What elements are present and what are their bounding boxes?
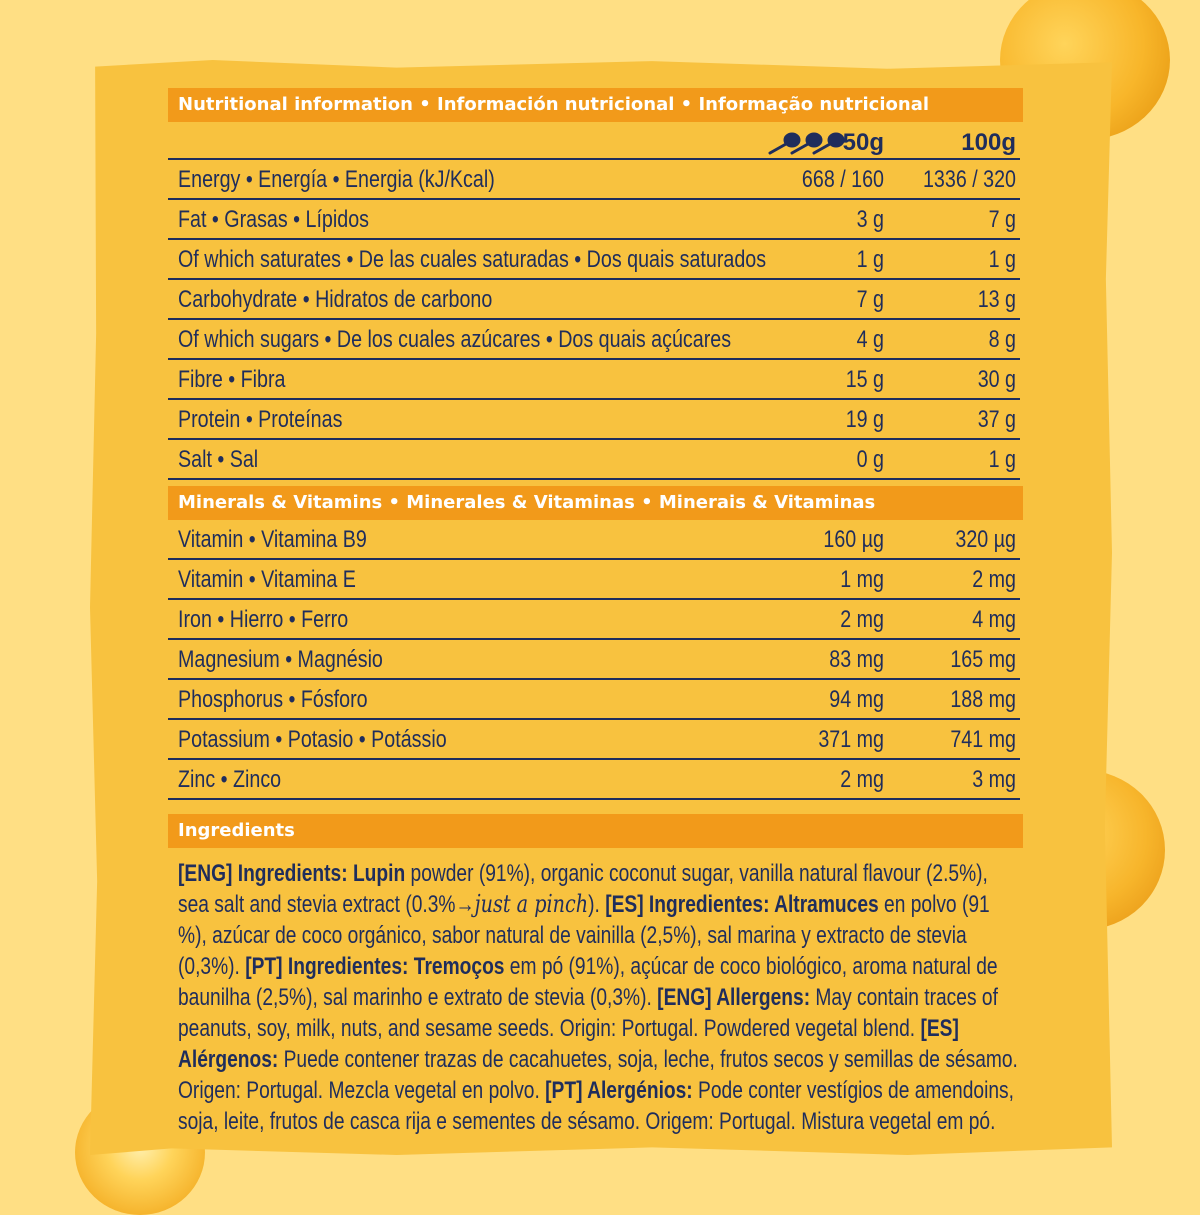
value-50g: 3 g [856, 206, 884, 233]
row-label: Iron • Hierro • Ferro [178, 606, 349, 633]
value-100g: 1 g [988, 446, 1016, 473]
value-50g: 160 µg [823, 526, 884, 553]
value-100g: 13 g [977, 286, 1016, 313]
value-100g: 30 g [977, 366, 1016, 393]
ingredients-keyword: [ES] Alérgenos: [178, 1015, 959, 1073]
table-row [168, 680, 1020, 720]
value-100g: 320 µg [955, 526, 1016, 553]
ingredients-segment: just a pinch [474, 890, 589, 918]
ingredients-segment: Puede contener trazas de cacahuetes, soja, leche, frutos secos y semillas de sésamo. Origen: Portugal. Mezcla vegetal en polvo. [178, 1046, 1018, 1104]
value-100g: 4 mg [972, 606, 1016, 633]
value-50g: 94 mg [829, 686, 884, 713]
row-label: Salt • Sal [178, 446, 259, 473]
table-row [168, 600, 1020, 640]
table-row [168, 720, 1020, 760]
value-50g: 83 mg [829, 646, 884, 673]
serving-label: 50g [842, 129, 884, 156]
row-label: Phosphorus • Fósforo [178, 686, 368, 713]
table-row [168, 240, 1020, 280]
value-50g: 668 / 160 [801, 166, 884, 193]
value-50g: 19 g [845, 406, 884, 433]
value-100g: 1 g [988, 246, 1016, 273]
value-50g: 1 mg [840, 566, 884, 593]
table-row [168, 200, 1020, 240]
ingredients-keyword: [PT] Ingredientes: Tremoços [245, 953, 505, 980]
value-50g: 2 mg [840, 606, 884, 633]
row-label: Zinc • Zinco [178, 766, 282, 793]
ingredients-segment: en polvo (91 %), azúcar de coco orgánico, sabor natural de vainilla (2,5%), sal marina y extracto de stevia (0,3%). [178, 891, 990, 980]
table-row [168, 640, 1020, 680]
ingredients-text [178, 858, 1018, 1137]
row-label: Of which saturates • De las cuales saturadas • Dos quais saturados [178, 246, 767, 273]
value-100g: 741 mg [950, 726, 1016, 753]
row-label: Fibre • Fibra [178, 366, 286, 393]
table-row [168, 400, 1020, 440]
table-row [168, 280, 1020, 320]
value-100g: 8 g [988, 326, 1016, 353]
value-100g: 3 mg [972, 766, 1016, 793]
value-50g: 1 g [856, 246, 884, 273]
row-label: Potassium • Potasio • Potássio [178, 726, 447, 753]
ingredients-segment: powder (91%), organic coconut sugar, vanilla natural flavour (2.5%), sea salt and stevia extract (0.3%→ [178, 860, 988, 918]
row-label: Vitamin • Vitamina E [178, 566, 356, 593]
table-row [168, 760, 1020, 800]
value-100g: 7 g [988, 206, 1016, 233]
ingredients-segment: Pode conter vestígios de amendoins, soja, leite, frutos de casca rija e sementes de sésamo. Origem: Portugal. Mistura vegetal em pó. [178, 1077, 1014, 1135]
ingredients-segment: ). [588, 891, 606, 918]
ingredients-keyword: [ENG] Ingredients: Lupin [178, 860, 406, 887]
row-label: Vitamin • Vitamina B9 [178, 526, 367, 553]
table-row [168, 560, 1020, 600]
nutrition-header: Nutritional information • Información nutricional • Informação nutricional [168, 88, 1023, 122]
ingredients-segment: May contain traces of peanuts, soy, milk, nuts, and sesame seeds. Origin: Portugal. Powdered vegetal blend. [178, 984, 998, 1042]
minerals-header: Minerals & Vitamins • Minerales & Vitaminas • Minerais & Vitaminas [168, 486, 1023, 520]
per100-column-header: 100g [961, 129, 1016, 156]
row-label: Of which sugars • De los cuales azúcares • Dos quais açúcares [178, 326, 732, 353]
value-50g: 0 g [856, 446, 884, 473]
value-50g: 371 mg [818, 726, 884, 753]
value-100g: 37 g [977, 406, 1016, 433]
value-50g: 2 mg [840, 766, 884, 793]
table-row [168, 160, 1020, 200]
value-50g: 4 g [856, 326, 884, 353]
nutrition-table [168, 160, 1020, 480]
value-100g: 165 mg [950, 646, 1016, 673]
ingredients-keyword: [PT] Alergénios: [545, 1077, 693, 1104]
value-50g: 7 g [856, 286, 884, 313]
row-label: Protein • Proteínas [178, 406, 343, 433]
value-100g: 188 mg [950, 686, 1016, 713]
minerals-table [168, 520, 1020, 800]
value-50g: 15 g [845, 366, 884, 393]
row-label: Magnesium • Magnésio [178, 646, 383, 673]
row-label: Carbohydrate • Hidratos de carbono [178, 286, 493, 313]
ingredients-segment: em pó (91%), açúcar de coco biológico, aroma natural de baunilha (2,5%), sal marinho e extrato de stevia (0,3%). [178, 953, 998, 1011]
nutrition-header-rule [168, 118, 1020, 160]
ingredients-keyword: [ES] Ingredientes: Altramuces [605, 891, 879, 918]
table-row [168, 320, 1020, 360]
table-row [168, 440, 1020, 480]
ingredients-keyword: [ENG] Allergens: [657, 984, 811, 1011]
row-label: Fat • Grasas • Lípidos [178, 206, 369, 233]
ingredients-header: Ingredients [168, 814, 1023, 848]
ingredients-paragraph [178, 858, 1018, 1137]
row-label: Energy • Energía • Energia (kJ/Kcal) [178, 166, 495, 193]
table-row [168, 520, 1020, 560]
table-row [168, 360, 1020, 400]
value-100g: 2 mg [972, 566, 1016, 593]
value-100g: 1336 / 320 [922, 166, 1016, 193]
